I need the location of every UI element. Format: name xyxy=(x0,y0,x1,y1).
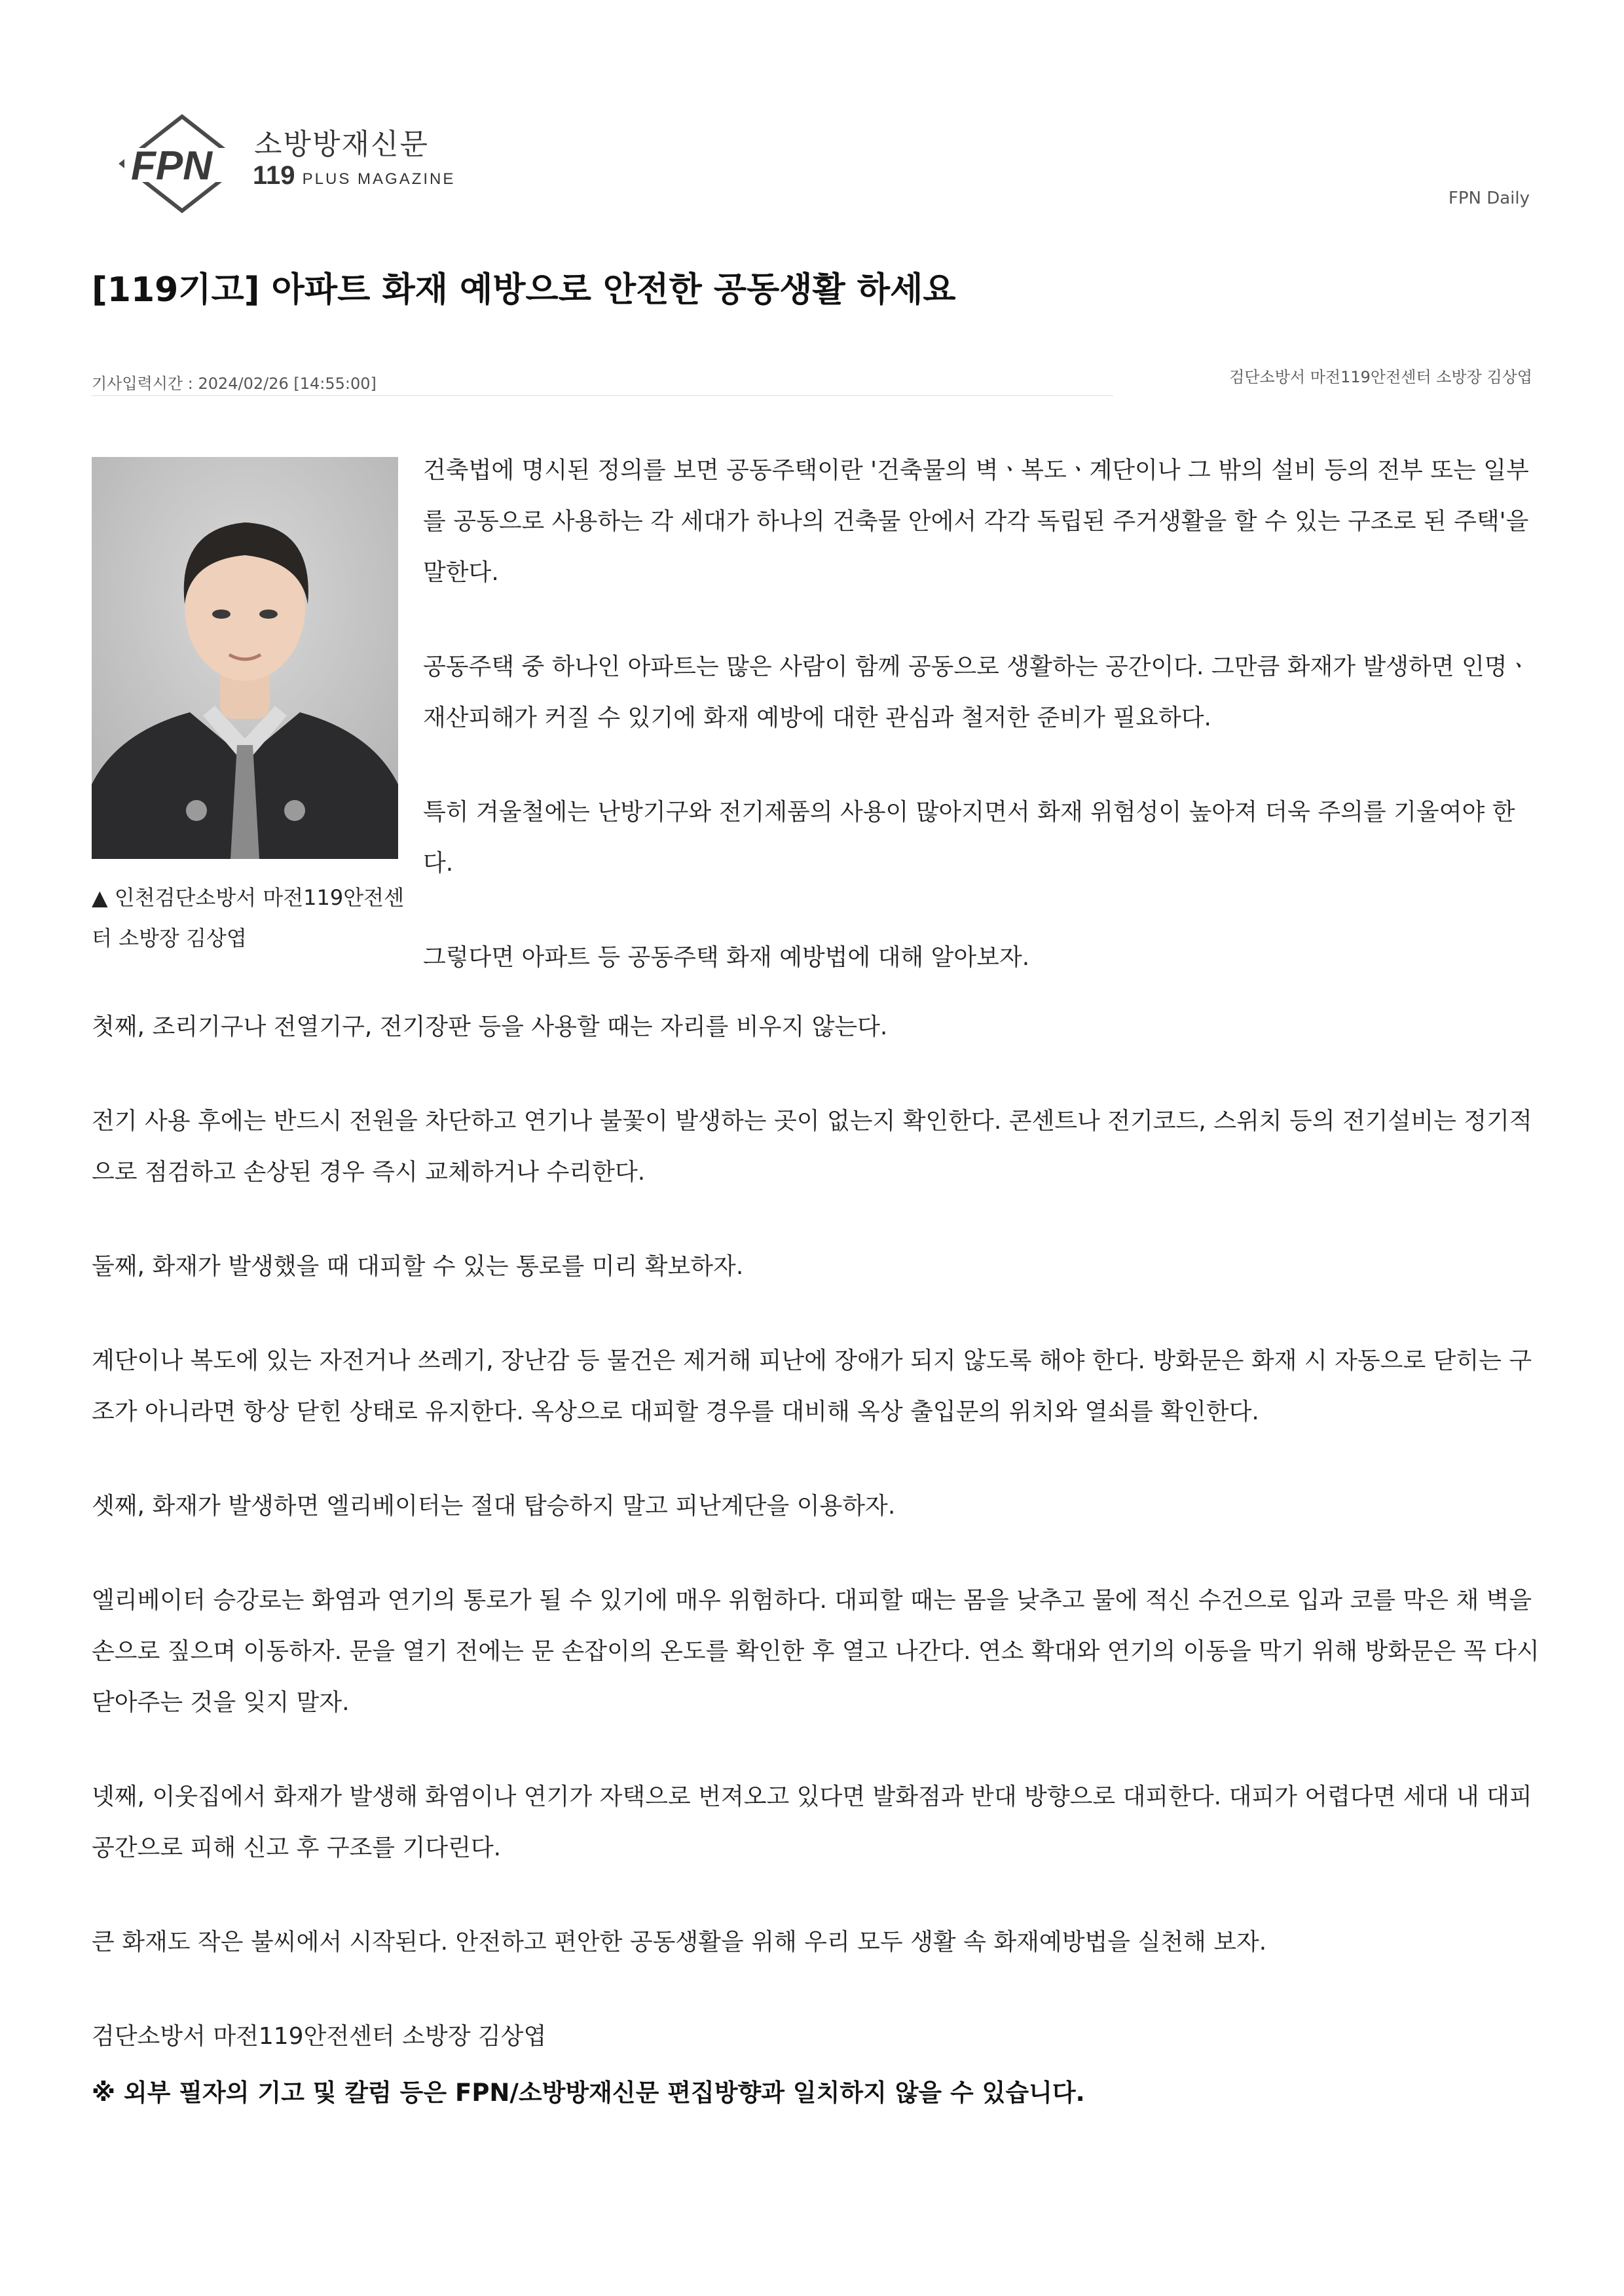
paragraph: 그렇다면 아파트 등 공동주택 화재 예방법에 대해 알아보자. xyxy=(423,944,1030,971)
article-title: [119기고] 아파트 화재 예방으로 안전한 공동생활 하세요 xyxy=(92,270,956,310)
author-signature: 검단소방서 마전119안전센터 소방장 김상엽 xyxy=(92,2023,547,2050)
paragraph: 공동주택 중 하나인 아파트는 많은 사람이 함께 공동으로 생활하는 공간이다. 그만큼 화재가 발생하면 인명ㆍ재산피해가 커질 수 있기에 화재 예방에 대한 관심과 철저한 준비가 필요하다. xyxy=(423,653,1530,731)
brand-sub-main: 119 xyxy=(253,161,295,190)
source-tag: FPN Daily xyxy=(1448,189,1530,208)
paragraph: 계단이나 복도에 있는 자전거나 쓰레기, 장난감 등 물건은 제거해 피난에 장애가 되지 않도록 해야 한다. 방화문은 화재 시 자동으로 닫히는 구조가 아니라면 항상 닫힌 상태로 유지한다. 옥상으로 대피할 경우를 대비해 옥상 출입문의 위치와 열쇠를 확인한다. xyxy=(92,1347,1532,1425)
paragraph: 넷째, 이웃집에서 화재가 발생해 화염이나 연기가 자택으로 번져오고 있다면 발화점과 반대 방향으로 대피한다. 대피가 어렵다면 세대 내 대피공간으로 피해 신고 후 구조를 기다린다. xyxy=(92,1783,1532,1861)
fpn-diamond-icon xyxy=(117,111,248,216)
brand-subtitle xyxy=(253,161,455,191)
byline: 검단소방서 마전119안전센터 소방장 김상엽 xyxy=(1229,368,1532,386)
paragraph: 둘째, 화재가 발생했을 때 대피할 수 있는 통로를 미리 확보하자. xyxy=(92,1253,744,1280)
intro-text xyxy=(423,445,1536,1027)
published-time: 기사입력시간 : 2024/02/26 [14:55:00] xyxy=(92,374,377,393)
logo-text: FPN xyxy=(131,143,212,189)
photo-caption: ▲ 인천검단소방서 마전119안전센터 소방장 김상엽 xyxy=(92,885,404,951)
paragraph: 엘리베이터 승강로는 화염과 연기의 통로가 될 수 있기에 매우 위험하다. 대피할 때는 몸을 낮추고 물에 적신 수건으로 입과 코를 막은 채 벽을 손으로 짚으며 이동하자. 문을 열기 전에는 문 손잡이의 온도를 확인한 후 열고 나간다. 연소 확대와 연기의 이동을 막기 위해 방화문은 꼭 다시 닫아주는 것을 잊지 말자. xyxy=(92,1587,1540,1716)
paragraph: 전기 사용 후에는 반드시 전원을 차단하고 연기나 불꽃이 발생하는 곳이 없는지 확인한다. 콘센트나 전기코드, 스위치 등의 전기설비는 정기적으로 점검하고 손상된 경우 즉시 교체하거나 수리한다. xyxy=(92,1108,1532,1186)
paragraph: 큰 화재도 작은 불씨에서 시작된다. 안전하고 편안한 공동생활을 위해 우리 모두 생활 속 화재예방법을 실천해 보자. xyxy=(92,1929,1267,1956)
portrait-image xyxy=(92,457,398,859)
disclaimer: ※ 외부 필자의 기고 및 칼럼 등은 FPN/소방방재신문 편집방향과 일치하지 않을 수 있습니다. xyxy=(92,2079,1085,2107)
meta-divider xyxy=(92,395,1113,396)
paragraph: 건축법에 명시된 정의를 보면 공동주택이란 '건축물의 벽ㆍ복도ㆍ계단이나 그 밖의 설비 등의 전부 또는 일부를 공동으로 사용하는 각 세대가 하나의 건축물 안에서 각각 독립된 주거생활을 할 수 있는 구조로 된 주택'을 말한다. xyxy=(423,457,1529,586)
paragraph: 셋째, 화재가 발생하면 엘리베이터는 절대 탑승하지 말고 피난계단을 이용하자. xyxy=(92,1493,896,1520)
brand-sub-small: PLUS MAGAZINE xyxy=(302,170,456,188)
paragraph: 특히 겨울철에는 난방기구와 전기제품의 사용이 많아지면서 화재 위험성이 높아져 더욱 주의를 기울여야 한다. xyxy=(423,799,1515,877)
article-body xyxy=(92,1002,1545,2105)
brand-name: 소방방재신문 xyxy=(254,128,430,161)
author-photo xyxy=(92,457,398,859)
paragraph: 첫째, 조리기구나 전열기구, 전기장판 등을 사용할 때는 자리를 비우지 않는다. xyxy=(92,1013,888,1040)
